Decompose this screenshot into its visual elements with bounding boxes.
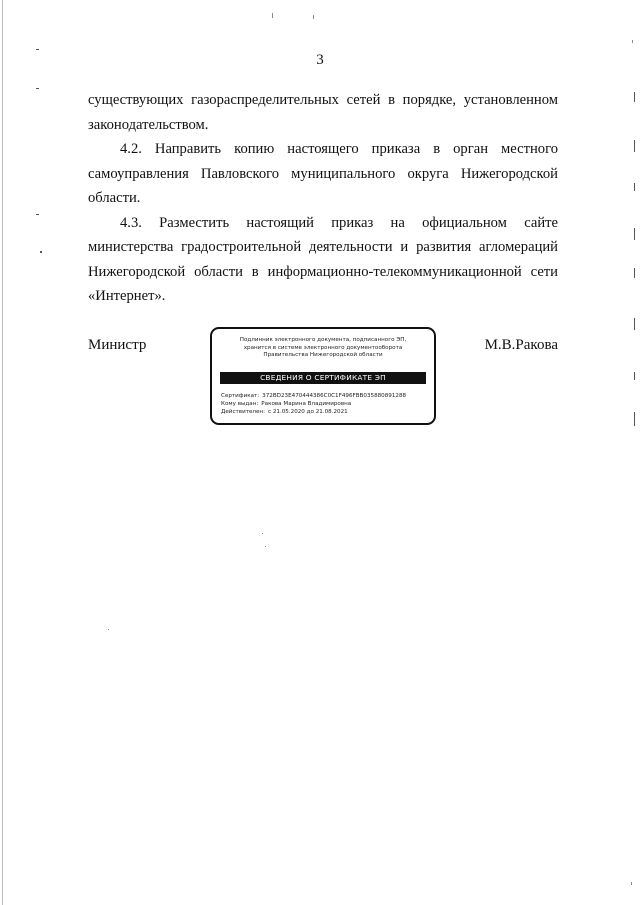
scan-speck [313, 15, 314, 19]
stamp-note-line: хранится в системе электронного документооборота [243, 344, 403, 351]
scan-mark [40, 251, 42, 253]
scan-mark [634, 92, 635, 102]
scan-mark [36, 88, 39, 89]
scan-mark [634, 372, 635, 380]
scan-mark [634, 183, 635, 191]
stamp-note [218, 337, 428, 360]
body-text [88, 88, 558, 309]
scan-speck [272, 13, 273, 18]
validity-row [221, 409, 428, 417]
issued-to-value: Ракова Марина Владимировна [261, 400, 352, 407]
scan-speck [262, 533, 263, 534]
stamp-details [221, 393, 428, 416]
certificate-value: 372BD23E470444386C0C1F496FBB035880891288 [262, 393, 407, 399]
scan-mark [634, 228, 635, 240]
validity-value: с 21.05.2020 до 21.08.2021 [267, 408, 348, 415]
validity-label: Действителен: [221, 408, 265, 415]
certificate-label: Сертификат: [221, 393, 260, 399]
scan-speck [632, 40, 633, 43]
scan-mark [634, 412, 635, 426]
electronic-signature-stamp [210, 327, 436, 425]
scan-mark [634, 268, 635, 278]
page-number: 3 [316, 52, 324, 68]
stamp-note-line: Правительства Нижегородской области [263, 352, 383, 359]
stamp-note-line: Подлинник электронного документа, подписанного ЭП, [239, 337, 407, 343]
scan-mark [634, 140, 635, 152]
issued-to-row [221, 401, 428, 409]
scan-mark [36, 214, 39, 215]
issued-to-label: Кому выдан: [221, 400, 259, 407]
paragraph-4-3: 4.3. Разместить настоящий приказ на официальном сайте министерства градостроительной деятельности и развития агломераций Нижегородской области в информационно-телекоммуникационной сети «Интернет». [88, 214, 558, 304]
stamp-header: СВЕДЕНИЯ О СЕРТИФИКАТЕ ЭП [220, 372, 426, 384]
paragraph-continuation: существующих газораспределительных сетей в порядке, установленном законодательством. [88, 92, 558, 133]
scan-speck [265, 546, 266, 547]
paragraph-4-2: 4.2. Направить копию настоящего приказа в орган местного самоуправления Павловского муниципального округа Нижегородской области. [88, 141, 558, 206]
scan-speck [108, 629, 109, 630]
signatory-title: Министр [88, 337, 147, 353]
signatory-name: М.В.Ракова [484, 337, 558, 353]
scan-mark [36, 49, 39, 50]
scan-mark [634, 318, 635, 330]
scan-edge-line [2, 0, 3, 905]
scan-speck [631, 882, 632, 885]
certificate-row [221, 393, 428, 401]
